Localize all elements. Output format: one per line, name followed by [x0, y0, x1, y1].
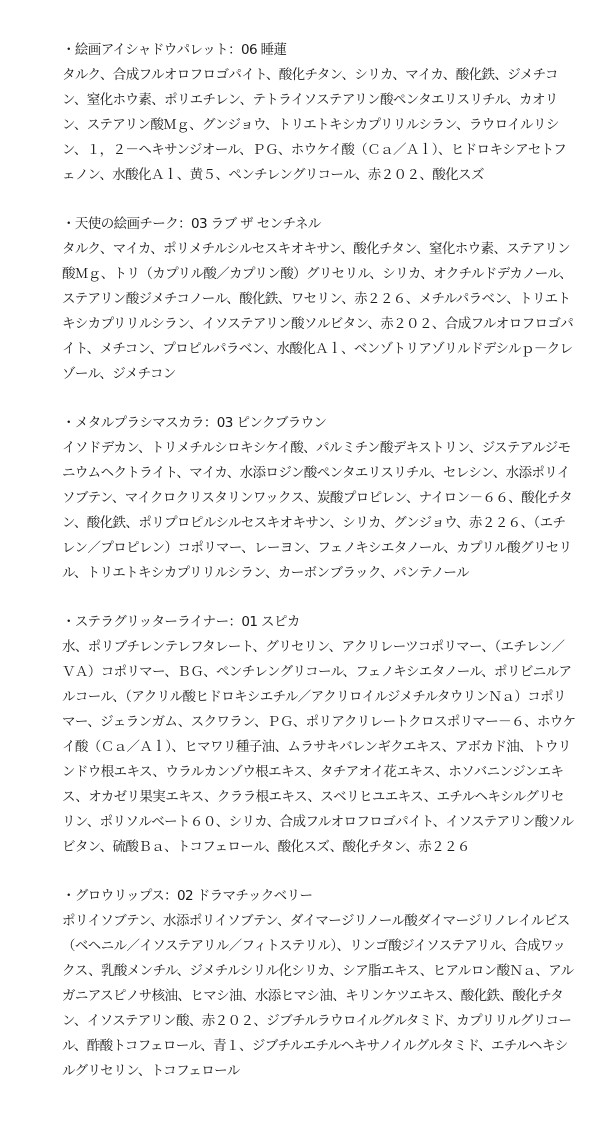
- product-title: ・絵画アイシャドウパレット：06 睡蓮: [62, 42, 287, 58]
- ingredient-list: タルク、マイカ、ポリメチルシルセスキオキサン、酸化チタン、窒化ホウ素、ステアリン酸Ｍｇ、トリ（カプリル酸／カプリン酸）グリセリル、シリカ、オクチルドデカノール、ステアリン酸ジメチコノール、酸化鉄、ワセリン、赤２２６、メチルパラベン、トリエトキシカプリリルシラン、イソステアリン酸ソルビタン、赤２０２、合成フルオロフロゴパイト、メチコン、プロピルパラベン、水酸化Ａｌ、ベンゾトリアゾリルドデシルｐ－クレゾール、ジメチコン: [62, 241, 574, 382]
- product-section-cheek: [62, 212, 576, 387]
- ingredient-list: 水、ポリブチレンテレフタレート、グリセリン、アクリレーツコポリマー、（エチレン／ＶＡ）コポリマー、ＢＧ、ペンチレングリコール、フェノキシエタノール、ポリビニルアルコール、（アクリル酸ヒドロキシエチル／アクリロイルジメチルタウリンＮａ）コポリマー、ジェランガム、スクワラン、ＰＧ、ポリアクリレートクロスポリマー－６、ホウケイ酸（Ｃａ／Ａｌ）、ヒマワリ種子油、ムラサキバレンギクエキス、アボカド油、トウリンドウ根エキス、ウラルカンゾウ根エキス、タチアオイ花エキス、ホソバニンジンエキス、オカゼリ果実エキス、クララ根エキス、スベリヒユエキス、エチルヘキシルグリセリン、ポリソルベート６０、シリカ、合成フルオロフロゴパイト、イソステアリン酸ソルビタン、硫酸Ｂａ、トコフェロール、酸化スズ、酸化チタン、赤２２６: [62, 639, 576, 855]
- product-section-eyeshadow-palette: [62, 38, 576, 188]
- product-title: ・グロウリップス：02 ドラマチックベリー: [62, 888, 313, 904]
- ingredient-list: イソドデカン、トリメチルシロキシケイ酸、パルミチン酸デキストリン、ジステアルジモニウムヘクトライト、マイカ、水添ロジン酸ペンタエリスリチル、セレシン、水添ポリイソブテン、マイクロクリスタリンワックス、炭酸プロピレン、ナイロン－６６、酸化チタン、酸化鉄、ポリプロピルシルセスキオキサン、シリカ、グンジョウ、赤２２６、（エチレン／プロピレン）コポリマー、レーヨン、フェノキシエタノール、カプリル酸グリセリル、トリエトキシカプリリルシラン、カーボンブラック、パンテノール: [62, 440, 572, 581]
- product-section-lips: [62, 884, 576, 1084]
- ingredient-list: タルク、合成フルオロフロゴパイト、酸化チタン、シリカ、マイカ、酸化鉄、ジメチコン、窒化ホウ素、ポリエチレン、テトライソステアリン酸ペンタエリスリチル、カオリン、ステアリン酸Ｍｇ、グンジョウ、トリエトキシカプリリルシラン、ラウロイルリシン、１，２－ヘキサンジオール、ＰＧ、ホウケイ酸（Ｃａ／Ａｌ）、ヒドロキシアセトフェノン、水酸化Ａｌ、黄５、ペンチレングリコール、赤２０２、酸化スズ: [62, 67, 567, 183]
- product-title: ・天使の絵画チーク：03 ラブ ザ センチネル: [62, 216, 321, 232]
- product-title: ・メタルプラシマスカラ：03 ピンクブラウン: [62, 415, 327, 431]
- product-title: ・ステラグリッターライナー：01 スピカ: [62, 614, 300, 630]
- product-section-glitter-liner: [62, 610, 576, 860]
- ingredient-list: ポリイソブテン、水添ポリイソブテン、ダイマージリノール酸ダイマージリノレイルビス（ベヘニル／イソステアリル／フィトステリル）、リンゴ酸ジイソステアリル、合成ワックス、乳酸メンチル、ジメチルシリル化シリカ、シア脂エキス、ヒアルロン酸Ｎａ、アルガニアスピノサ核油、ヒマシ油、水添ヒマシ油、キリンケツエキス、酸化鉄、酸化チタン、イソステアリン酸、赤２０２、ジブチルラウロイルグルタミド、カプリリルグリコール、酢酸トコフェロール、青１、ジブチルエチルヘキサノイルグルタミド、エチルヘキシルグリセリン、トコフェロール: [62, 913, 574, 1079]
- product-section-mascara: [62, 411, 576, 586]
